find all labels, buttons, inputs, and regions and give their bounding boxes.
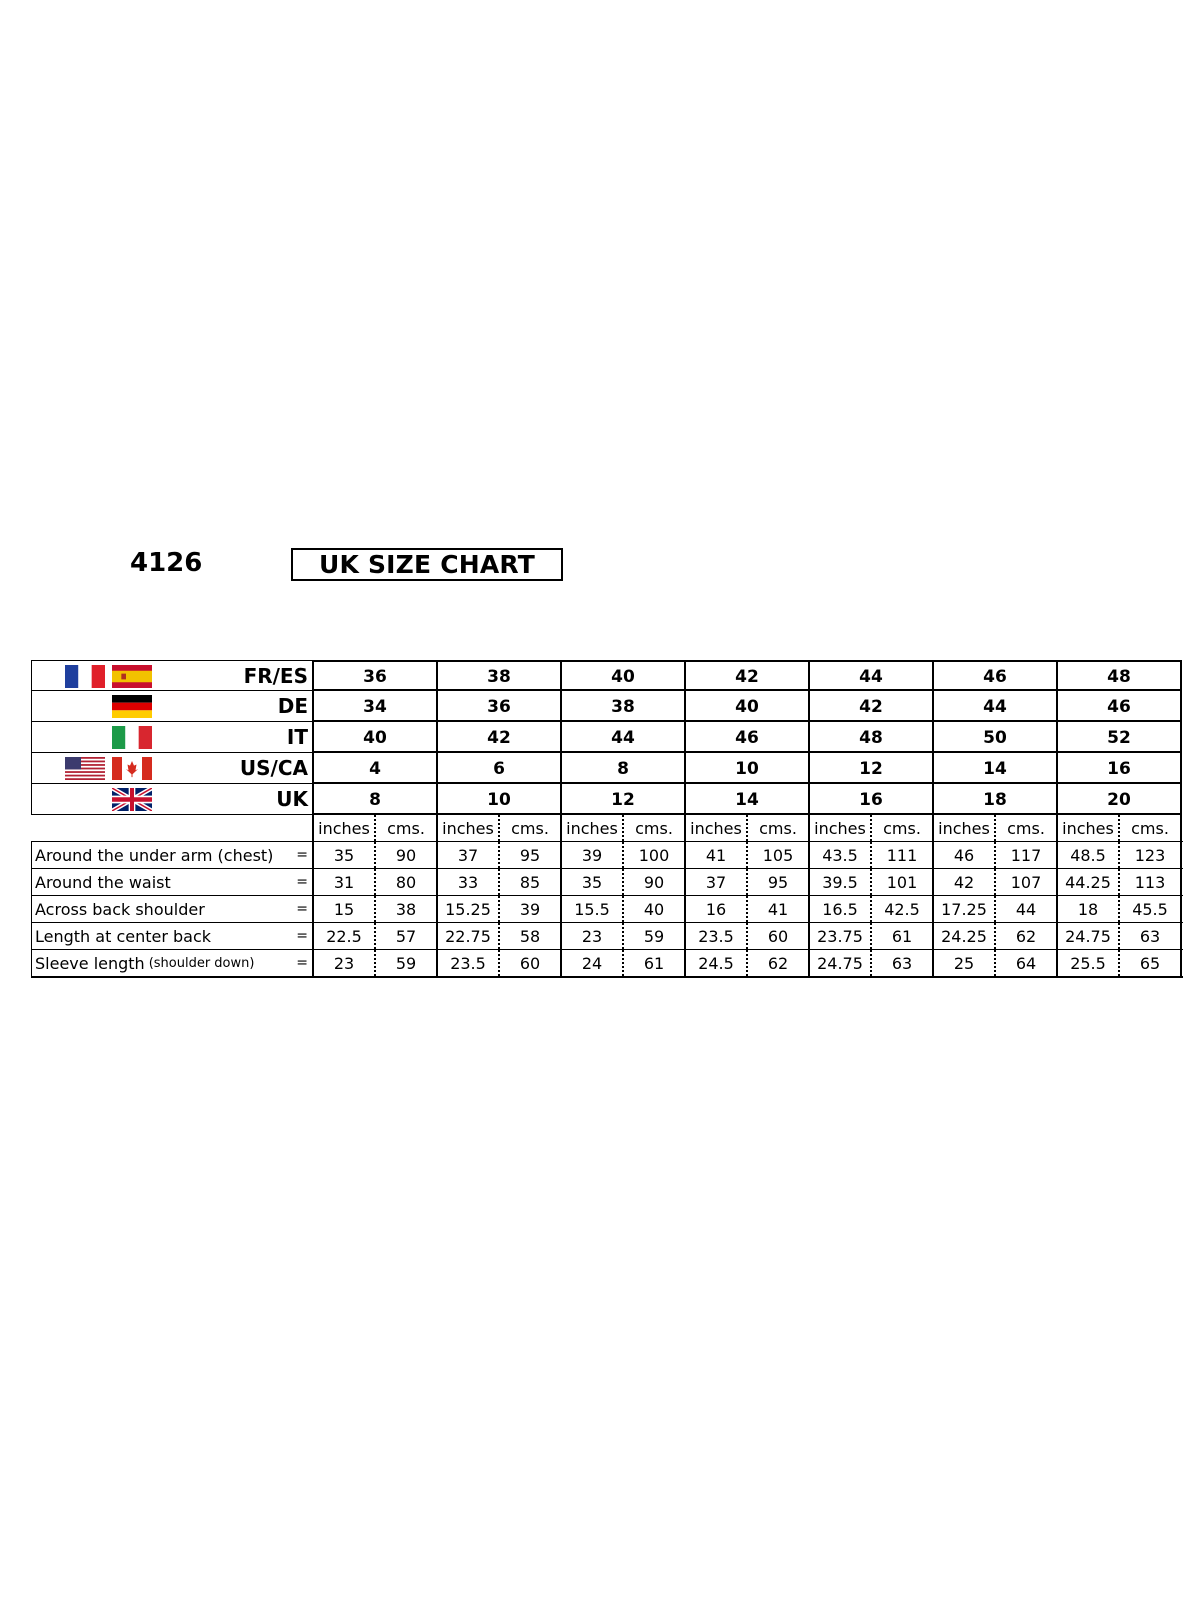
- value-pair: [438, 950, 562, 976]
- value-cms: 117: [1010, 845, 1042, 865]
- value-pair: [810, 869, 934, 895]
- value-inches: 24.75: [1058, 923, 1120, 949]
- unit-inches-label: inches: [1058, 815, 1120, 841]
- value-pair: [314, 923, 438, 949]
- unit-cms-label: cms.: [883, 818, 921, 838]
- value-inches: 18: [1058, 896, 1120, 922]
- value-cms: 40: [643, 899, 665, 919]
- value-pair: [438, 869, 562, 895]
- value-inches: 43.5: [810, 842, 872, 868]
- unit-cms-label: cms.: [511, 818, 549, 838]
- value-cms: 63: [1139, 926, 1161, 946]
- measurement-row-length: [31, 922, 1183, 949]
- value-inches: 25.5: [1058, 950, 1120, 976]
- value-pair: [1058, 923, 1182, 949]
- value-cms: 45.5: [1132, 899, 1168, 919]
- size-cell: 44: [562, 722, 686, 753]
- size-cell: 14: [686, 784, 810, 815]
- value-inches: 24.5: [686, 950, 748, 976]
- size-cell: 10: [686, 753, 810, 784]
- size-cell: 46: [934, 660, 1058, 691]
- unit-inches-label: inches: [934, 815, 996, 841]
- value-cms: 64: [1015, 953, 1037, 973]
- value-pair: [934, 869, 1058, 895]
- value-cms: 59: [395, 953, 417, 973]
- value-inches: 23: [314, 950, 376, 976]
- usa-flag-icon: [65, 757, 105, 780]
- measurement-label-cell: [31, 896, 314, 922]
- value-inches: 16: [686, 896, 748, 922]
- region-label-cell: [31, 660, 314, 691]
- value-inches: 15.25: [438, 896, 500, 922]
- value-cms: 80: [395, 872, 417, 892]
- flag-group: [32, 691, 157, 721]
- region-row-it: [31, 722, 1183, 753]
- value-inches: 22.5: [314, 923, 376, 949]
- measurement-note: (shoulder down): [148, 955, 255, 971]
- value-pair: [1058, 842, 1182, 868]
- size-cell: 16: [1058, 753, 1182, 784]
- value-pair: [314, 869, 438, 895]
- size-cell: 48: [810, 722, 934, 753]
- flag-group: [32, 661, 157, 690]
- value-pair: [314, 896, 438, 922]
- region-row-uk: [31, 784, 1183, 815]
- value-pair: [934, 842, 1058, 868]
- value-pair: [562, 869, 686, 895]
- value-inches: 35: [314, 842, 376, 868]
- size-cell: 12: [562, 784, 686, 815]
- value-cms: 58: [519, 926, 541, 946]
- value-inches: 24.25: [934, 923, 996, 949]
- value-pair: [1058, 950, 1182, 976]
- value-pair: [438, 842, 562, 868]
- unit-cms-label: cms.: [1131, 818, 1169, 838]
- size-cell: 48: [1058, 660, 1182, 691]
- unit-inches-label: inches: [686, 815, 748, 841]
- canada-flag-icon: [112, 757, 152, 780]
- value-cms: 95: [519, 845, 541, 865]
- chart-title: [291, 548, 563, 581]
- value-pair: [934, 923, 1058, 949]
- size-cell: 8: [562, 753, 686, 784]
- value-inches: 25: [934, 950, 996, 976]
- spain-flag-icon: [112, 665, 152, 688]
- value-pair: [562, 950, 686, 976]
- unit-inches-label: inches: [810, 815, 872, 841]
- value-inches: 39: [562, 842, 624, 868]
- size-cell: 40: [686, 691, 810, 722]
- value-inches: 23.75: [810, 923, 872, 949]
- measurement-label-cell: [31, 923, 314, 949]
- flag-group: [32, 753, 157, 783]
- size-cell: 36: [438, 691, 562, 722]
- germany-flag-icon: [112, 695, 152, 718]
- uk-flag-icon: [112, 788, 152, 811]
- size-cell: 6: [438, 753, 562, 784]
- value-pair: [1058, 896, 1182, 922]
- measurement-label: Around the waist: [35, 872, 171, 892]
- unit-header-pair: [438, 815, 562, 841]
- unit-header-pair: [562, 815, 686, 841]
- region-label-cell: [31, 691, 314, 722]
- value-cms: 100: [638, 845, 670, 865]
- value-pair: [810, 950, 934, 976]
- value-inches: 24: [562, 950, 624, 976]
- units-spacer: [31, 815, 314, 841]
- value-inches: 24.75: [810, 950, 872, 976]
- region-row-fr-es: [31, 660, 1183, 691]
- size-cell: 14: [934, 753, 1058, 784]
- value-cms: 62: [1015, 926, 1037, 946]
- size-cell: 50: [934, 722, 1058, 753]
- size-cell: 52: [1058, 722, 1182, 753]
- region-row-de: [31, 691, 1183, 722]
- value-pair: [562, 842, 686, 868]
- value-cms: 107: [1010, 872, 1042, 892]
- measurement-label: Across back shoulder: [35, 899, 205, 919]
- value-inches: 23.5: [438, 950, 500, 976]
- unit-header-pair: [314, 815, 438, 841]
- value-pair: [686, 923, 810, 949]
- size-cell: 38: [562, 691, 686, 722]
- size-cell: 42: [810, 691, 934, 722]
- region-label-cell: [31, 722, 314, 753]
- region-label-cell: [31, 753, 314, 784]
- value-pair: [686, 896, 810, 922]
- value-inches: 15: [314, 896, 376, 922]
- value-inches: 48.5: [1058, 842, 1120, 868]
- chart-title-text: UK SIZE CHART: [319, 550, 535, 579]
- value-cms: 101: [886, 872, 918, 892]
- region-label: UK: [276, 787, 308, 811]
- value-pair: [686, 950, 810, 976]
- value-inches: 15.5: [562, 896, 624, 922]
- value-cms: 105: [762, 845, 794, 865]
- unit-inches-label: inches: [562, 815, 624, 841]
- equals-sign: =: [296, 928, 308, 944]
- equals-sign: =: [296, 901, 308, 917]
- value-pair: [438, 923, 562, 949]
- value-cms: 61: [891, 926, 913, 946]
- value-inches: 37: [438, 842, 500, 868]
- measurement-row-shoulder: [31, 895, 1183, 922]
- measurement-row-chest: [31, 841, 1183, 868]
- value-cms: 85: [519, 872, 541, 892]
- value-pair: [314, 842, 438, 868]
- equals-sign: =: [296, 847, 308, 863]
- value-cms: 90: [643, 872, 665, 892]
- measurement-label-cell: [31, 950, 314, 976]
- value-cms: 113: [1134, 872, 1166, 892]
- region-label: IT: [286, 725, 308, 749]
- value-cms: 62: [767, 953, 789, 973]
- measurement-label: Around the under arm (chest): [35, 845, 274, 865]
- unit-inches-label: inches: [438, 815, 500, 841]
- size-cell: 42: [438, 722, 562, 753]
- product-code: 4126: [130, 548, 203, 578]
- size-cell: 34: [314, 691, 438, 722]
- value-cms: 57: [395, 926, 417, 946]
- size-cell: 4: [314, 753, 438, 784]
- region-label: FR/ES: [243, 663, 308, 688]
- value-inches: 16.5: [810, 896, 872, 922]
- size-cell: 20: [1058, 784, 1182, 815]
- value-pair: [314, 950, 438, 976]
- france-flag-icon: [65, 665, 105, 688]
- size-cell: 40: [314, 722, 438, 753]
- value-cms: 38: [395, 899, 417, 919]
- measurement-rows: [31, 841, 1183, 978]
- unit-cms-label: cms.: [387, 818, 425, 838]
- value-pair: [438, 896, 562, 922]
- value-cms: 95: [767, 872, 789, 892]
- size-cell: 38: [438, 660, 562, 691]
- value-cms: 59: [643, 926, 665, 946]
- region-row-us-ca: [31, 753, 1183, 784]
- size-cell: 44: [810, 660, 934, 691]
- value-inches: 22.75: [438, 923, 500, 949]
- unit-cms-label: cms.: [1007, 818, 1045, 838]
- value-inches: 39.5: [810, 869, 872, 895]
- size-cell: 36: [314, 660, 438, 691]
- value-cms: 60: [767, 926, 789, 946]
- unit-inches-label: inches: [314, 815, 376, 841]
- italy-flag-icon: [112, 726, 152, 749]
- value-pair: [810, 923, 934, 949]
- value-cms: 90: [395, 845, 417, 865]
- value-inches: 41: [686, 842, 748, 868]
- size-chart-table: [31, 660, 1183, 978]
- value-inches: 33: [438, 869, 500, 895]
- value-inches: 44.25: [1058, 869, 1120, 895]
- unit-cms-label: cms.: [759, 818, 797, 838]
- measurement-label-cell: [31, 842, 314, 868]
- measurement-label: Sleeve length: [35, 953, 145, 973]
- size-cell: 8: [314, 784, 438, 815]
- equals-sign: =: [296, 874, 308, 890]
- flag-group: [32, 784, 157, 814]
- size-cell: 44: [934, 691, 1058, 722]
- size-cell: 42: [686, 660, 810, 691]
- unit-header-pair: [934, 815, 1058, 841]
- value-cms: 39: [519, 899, 541, 919]
- value-cms: 42.5: [884, 899, 920, 919]
- value-pair: [810, 842, 934, 868]
- unit-header-pair: [686, 815, 810, 841]
- value-cms: 60: [519, 953, 541, 973]
- value-pair: [686, 842, 810, 868]
- units-row: [31, 815, 1183, 841]
- value-pair: [686, 869, 810, 895]
- region-label: DE: [277, 694, 308, 718]
- value-pair: [1058, 869, 1182, 895]
- measurement-label: Length at center back: [35, 926, 212, 946]
- value-cms: 123: [1134, 845, 1166, 865]
- region-label: US/CA: [239, 756, 308, 780]
- value-cms: 44: [1015, 899, 1037, 919]
- unit-header-pair: [1058, 815, 1182, 841]
- value-cms: 41: [767, 899, 789, 919]
- value-inches: 17.25: [934, 896, 996, 922]
- value-pair: [934, 950, 1058, 976]
- value-cms: 63: [891, 953, 913, 973]
- size-cell: 46: [686, 722, 810, 753]
- value-inches: 42: [934, 869, 996, 895]
- flag-group: [32, 722, 157, 752]
- value-cms: 111: [886, 845, 918, 865]
- measurement-row-sleeve: [31, 949, 1183, 978]
- value-inches: 23.5: [686, 923, 748, 949]
- size-cell: 46: [1058, 691, 1182, 722]
- value-pair: [562, 896, 686, 922]
- value-inches: 37: [686, 869, 748, 895]
- unit-cms-label: cms.: [635, 818, 673, 838]
- size-cell: 12: [810, 753, 934, 784]
- value-cms: 61: [643, 953, 665, 973]
- measurement-label-cell: [31, 869, 314, 895]
- unit-header-pair: [810, 815, 934, 841]
- size-cell: 16: [810, 784, 934, 815]
- size-cell: 10: [438, 784, 562, 815]
- value-pair: [810, 896, 934, 922]
- value-inches: 23: [562, 923, 624, 949]
- value-inches: 35: [562, 869, 624, 895]
- value-inches: 46: [934, 842, 996, 868]
- size-cell: 18: [934, 784, 1058, 815]
- value-cms: 65: [1139, 953, 1161, 973]
- size-cell: 40: [562, 660, 686, 691]
- measurement-row-waist: [31, 868, 1183, 895]
- value-inches: 31: [314, 869, 376, 895]
- region-label-cell: [31, 784, 314, 815]
- value-pair: [562, 923, 686, 949]
- value-pair: [934, 896, 1058, 922]
- equals-sign: =: [296, 955, 308, 971]
